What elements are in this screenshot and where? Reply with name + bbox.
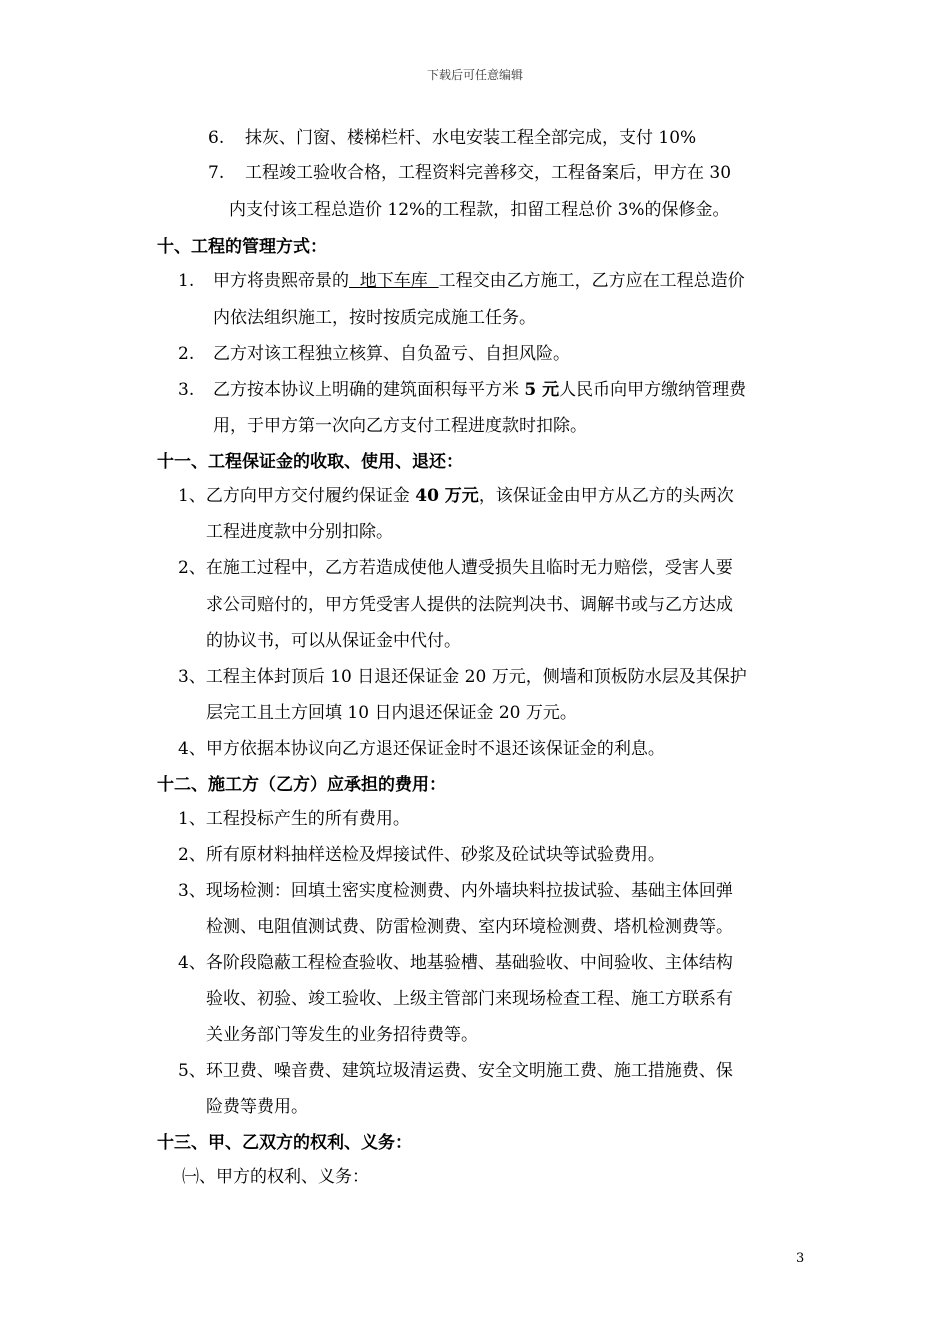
item-text: 抹灰、门窗、楼梯栏杆、水电安装工程全部完成，支付 10% (245, 128, 697, 148)
item-text-continued: 的协议书，可以从保证金中代付。 (206, 631, 461, 651)
list-item (178, 485, 734, 507)
list-item: 4、各阶段隐蔽工程检查验收、地基验槽、基础验收、中间验收、主体结构 (178, 953, 733, 973)
section-heading: 十三、甲、乙双方的权利、义务： (157, 1133, 412, 1153)
item-text: ，该保证金由甲方从乙方的头两次 (478, 486, 734, 506)
section-heading: 十一、工程保证金的收取、使用、退还： (157, 452, 463, 472)
list-item: 2、所有原材料抽样送检及焊接试件、砂浆及砼试块等试验费用。 (178, 845, 665, 865)
item-text-continued: 内依法组织施工，按时按质完成施工任务。 (213, 308, 536, 328)
item-number: 3. (178, 380, 195, 400)
list-item: 3、工程主体封顶后 10 日退还保证金 20 万元，侧墙和顶板防水层及其保护 (178, 667, 747, 687)
item-text: 工程交由乙方施工，乙方应在工程总造价 (438, 271, 745, 291)
item-number: 2. (178, 344, 195, 364)
subsection-heading: ㈠、甲方的权利、义务： (182, 1167, 369, 1187)
bold-amount: 40 万元 (415, 486, 479, 506)
section-heading: 十二、施工方（乙方）应承担的费用： (157, 775, 446, 795)
list-item (178, 379, 746, 401)
list-item (178, 270, 745, 292)
item-text: 乙方按本协议上明确的建筑面积每平方米 (213, 380, 525, 400)
item-text-continued: 工程进度款中分别扣除。 (206, 522, 393, 542)
item-number: 6. (208, 128, 225, 148)
item-text-continued: 求公司赔付的，甲方凭受害人提供的法院判决书、调解书或与乙方达成 (206, 595, 733, 615)
item-text-continued: 验收、初验、竣工验收、上级主管部门来现场检查工程、施工方联系有 (206, 989, 733, 1009)
bold-amount: 5 元 (524, 380, 560, 400)
list-item: 1、工程投标产生的所有费用。 (178, 809, 410, 829)
underlined-project-name: 地下车库 (349, 271, 439, 291)
list-item (208, 127, 696, 149)
list-item: 2、在施工过程中，乙方若造成使他人遭受损失且临时无力赔偿，受害人要 (178, 558, 733, 578)
item-text-continued: 检测、电阻值测试费、防雷检测费、室内环境检测费、塔机检测费等。 (206, 917, 733, 937)
item-text-continued: 险费等费用。 (206, 1097, 308, 1117)
list-item: 4、甲方依据本协议向乙方退还保证金时不退还该保证金的利息。 (178, 739, 665, 759)
item-text-continued: 内支付该工程总造价 12%的工程款，扣留工程总价 3%的保修金。 (229, 200, 730, 220)
list-item (178, 343, 570, 365)
item-text-continued: 层完工且土方回填 10 日内退还保证金 20 万元。 (206, 703, 577, 723)
section-heading: 十、工程的管理方式： (157, 237, 327, 257)
list-item (208, 162, 731, 184)
item-text: 人民币向甲方缴纳管理费 (559, 380, 747, 400)
page-header: 下载后可任意编辑 (426, 68, 523, 82)
item-number: 7. (208, 163, 225, 183)
list-item: 5、环卫费、噪音费、建筑垃圾清运费、安全文明施工费、施工措施费、保 (178, 1061, 733, 1081)
item-text: 甲方将贵熙帝景的 (213, 271, 349, 291)
item-text: 工程竣工验收合格，工程资料完善移交，工程备案后，甲方在 30 (245, 163, 732, 183)
item-text: 乙方对该工程独立核算、自负盈亏、自担风险。 (213, 344, 570, 364)
page-number: 3 (796, 1251, 805, 1266)
item-text: 1、乙方向甲方交付履约保证金 (178, 486, 416, 506)
list-item: 3、现场检测：回填土密实度检测费、内外墙块料拉拔试验、基础主体回弹 (178, 881, 733, 901)
item-text-continued: 用，于甲方第一次向乙方支付工程进度款时扣除。 (213, 416, 587, 436)
item-number: 1. (178, 271, 195, 291)
item-text-continued: 关业务部门等发生的业务招待费等。 (206, 1025, 478, 1045)
